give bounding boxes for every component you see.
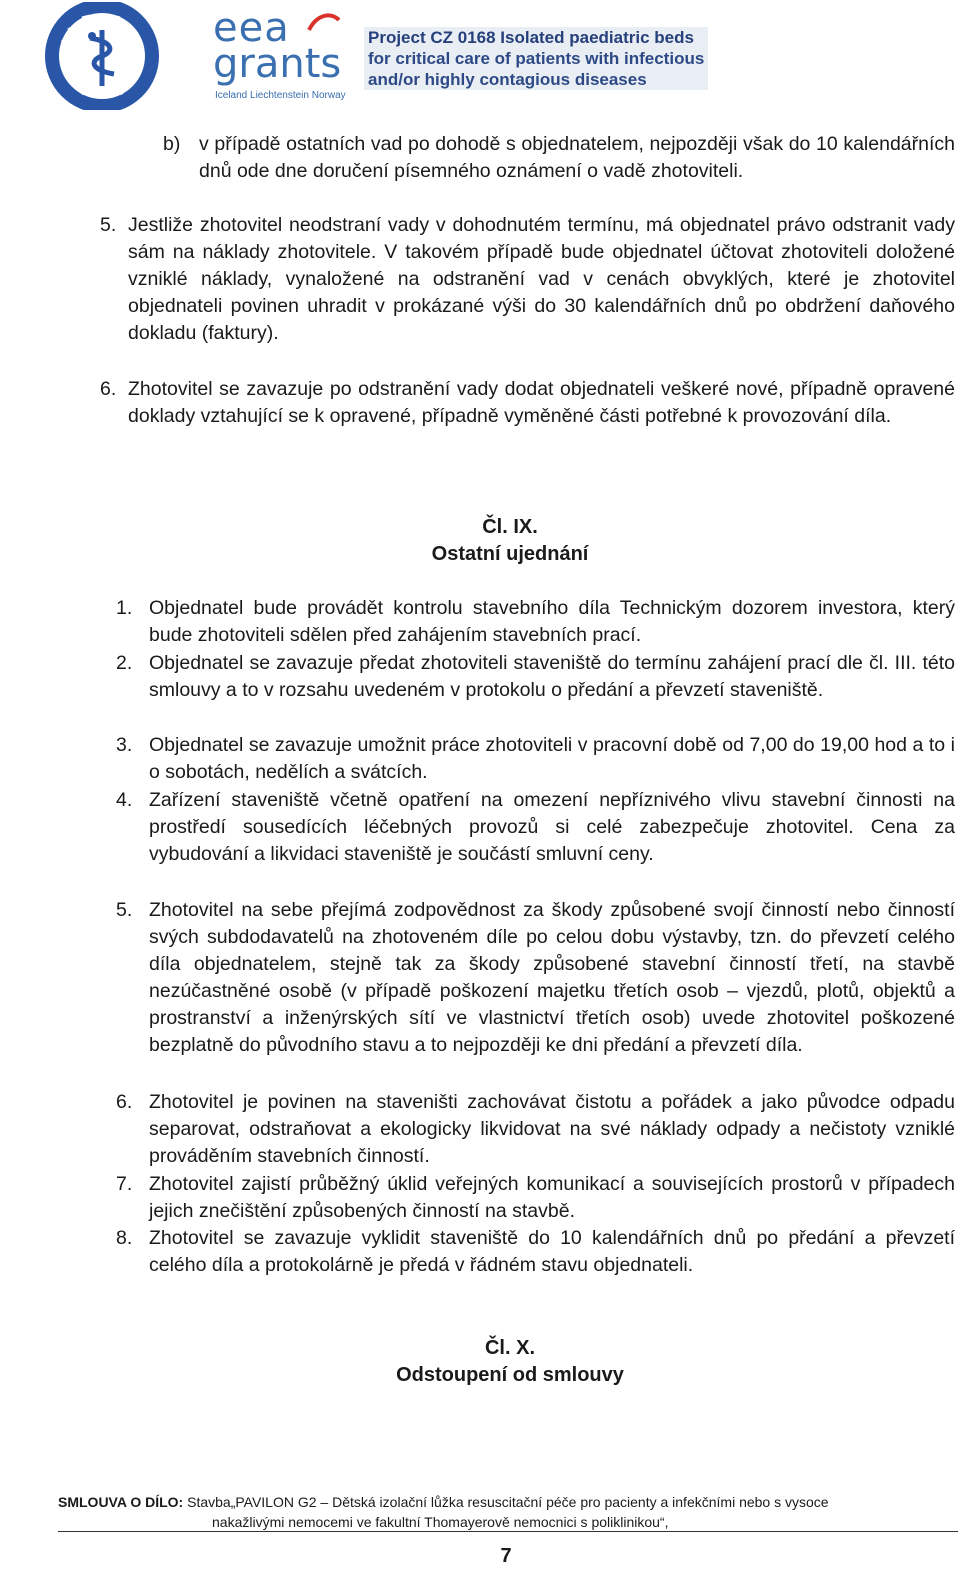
article-ix-title: Ostatní ujednání <box>431 543 589 565</box>
eea-grants-logo <box>213 6 353 106</box>
article-x-title: Odstoupení od smlouvy <box>396 1364 624 1386</box>
item-marker: 3. <box>116 734 133 756</box>
list-item: Zhotovitel se zavazuje po odstranění vady dodat objednateli veškeré nové, případně opravené doklady vztahující se k opravené, případně vyměněné části potřebné k provozování díla. <box>128 378 955 427</box>
list-item: Zařízení staveniště včetně opatření na omezení nepříznivého vlivu stavební činnosti na prostředí sousedících léčebných provozů si celé zabezpečuje zhotovitel. Cena za vybudování a likvidaci staveniště je součástí smluvní ceny. <box>149 789 955 865</box>
item-marker: 6. <box>116 1091 133 1113</box>
project-title-box <box>364 27 708 90</box>
hospital-seal-logo <box>42 2 162 110</box>
item-marker: 2. <box>116 652 133 674</box>
project-line-2: for critical care of patients with infectious <box>368 49 705 68</box>
page-footer <box>58 1492 958 1532</box>
footer-text-2: nakažlivými nemocemi ve fakultní Thomayerově nemocnici s poliklinikou“, <box>212 1514 669 1530</box>
list-item: Objednatel bude provádět kontrolu stavebního díla Technickým dozorem investora, který bude zhotoviteli sdělen před zahájením stavebních prací. <box>149 597 955 646</box>
eea-logo-top: eea <box>213 5 290 51</box>
page-number: 7 <box>500 1545 512 1567</box>
item-marker: 4. <box>116 789 133 811</box>
item-marker: 5. <box>116 899 133 921</box>
list-item: Zhotovitel se zavazuje vyklidit staveniště do 10 kalendářních dnů po předání a převzetí celého díla a protokolárně je předá v řádném stavu objednateli. <box>149 1227 955 1276</box>
article-ix-number: Čl. IX. <box>482 516 538 538</box>
list-item: Zhotovitel zajistí průběžný úklid veřejných komunikací a souvisejících prostorů v případech jejich znečištění způsobených činností na stavbě. <box>149 1173 955 1222</box>
list-item: Zhotovitel je povinen na staveništi zachovávat čistotu a pořádek a jako původce odpadu separovat, odstraňovat a ekologicky likvidovat na své náklady odpady a nečistoty vzniklé prováděním stavebních činností. <box>149 1091 955 1167</box>
article-x-number: Čl. X. <box>484 1337 535 1359</box>
list-item: Zhotovitel na sebe přejímá zodpovědnost za škody způsobené svojí činností nebo činností svých subdodavatelů na zhotoveném díle po celou dobu výstavby, tzn. do převzetí celého díla objednatelem, stejně tak za škody způsobené stavební činností třetí, na stavbě nezúčastněné osobě (v případě poškození majetku třetích osob – vjezdů, plotů, objektů a prostranství a inženýrských sítí ve vlastnictví třetích osob) uvede zhotovitel poškozené bezplatně do původního stavu a to nejpozději ke dni předání a převzetí díla. <box>149 899 955 1056</box>
item-marker: 8. <box>116 1227 133 1249</box>
item-marker: 5. <box>100 214 117 236</box>
list-item: v případě ostatních vad po dohodě s objednatelem, nejpozději však do 10 kalendářních dnů ode dne doručení písemného oznámení o vadě zhotoviteli. <box>199 133 955 182</box>
item-marker: 6. <box>100 378 117 400</box>
project-line-1: Project CZ 0168 Isolated paediatric beds <box>368 28 694 47</box>
list-item: Jestliže zhotovitel neodstraní vady v dohodnutém termínu, má objednatel právo odstranit vady sám na náklady zhotovitele. V takovém případě bude objednatel účtovat zhotoviteli doložené vzniklé náklady, vynaložené na odstranění vad v cenách obvyklých, které je zhotovitel objednateli povinen uhradit v prokázané výši do 30 kalendářních dnů po obdržení daňového dokladu (faktury). <box>128 214 955 344</box>
list-item: Objednatel se zavazuje předat zhotoviteli staveniště do termínu zahájení prací dle čl. III. této smlouvy a to v rozsahu uvedeném v protokolu o předání a převzetí staveniště. <box>149 652 955 701</box>
footer-line-1 <box>58 1492 958 1512</box>
item-marker: 7. <box>116 1173 133 1195</box>
eea-star-mark-icon <box>307 10 341 32</box>
footer-divider <box>58 1531 958 1532</box>
item-marker: b) <box>163 133 181 155</box>
eea-logo-bottom: grants <box>213 41 342 87</box>
eea-logo-countries: Iceland Liechtenstein Norway <box>215 90 346 101</box>
list-item: Objednatel se zavazuje umožnit práce zhotoviteli v pracovní době od 7,00 do 19,00 hod a to i o sobotách, nedělích a svátcích. <box>149 734 955 783</box>
item-marker: 1. <box>116 597 133 619</box>
footer-text-1: Stavba„PAVILON G2 – Dětská izolační lůžka resuscitační péče pro pacienty a infekčními nebo s vysoce <box>187 1494 829 1510</box>
project-line-3: and/or highly contagious diseases <box>368 70 647 89</box>
page-header <box>0 0 960 112</box>
footer-label: SMLOUVA O DÍLO: <box>58 1494 184 1510</box>
